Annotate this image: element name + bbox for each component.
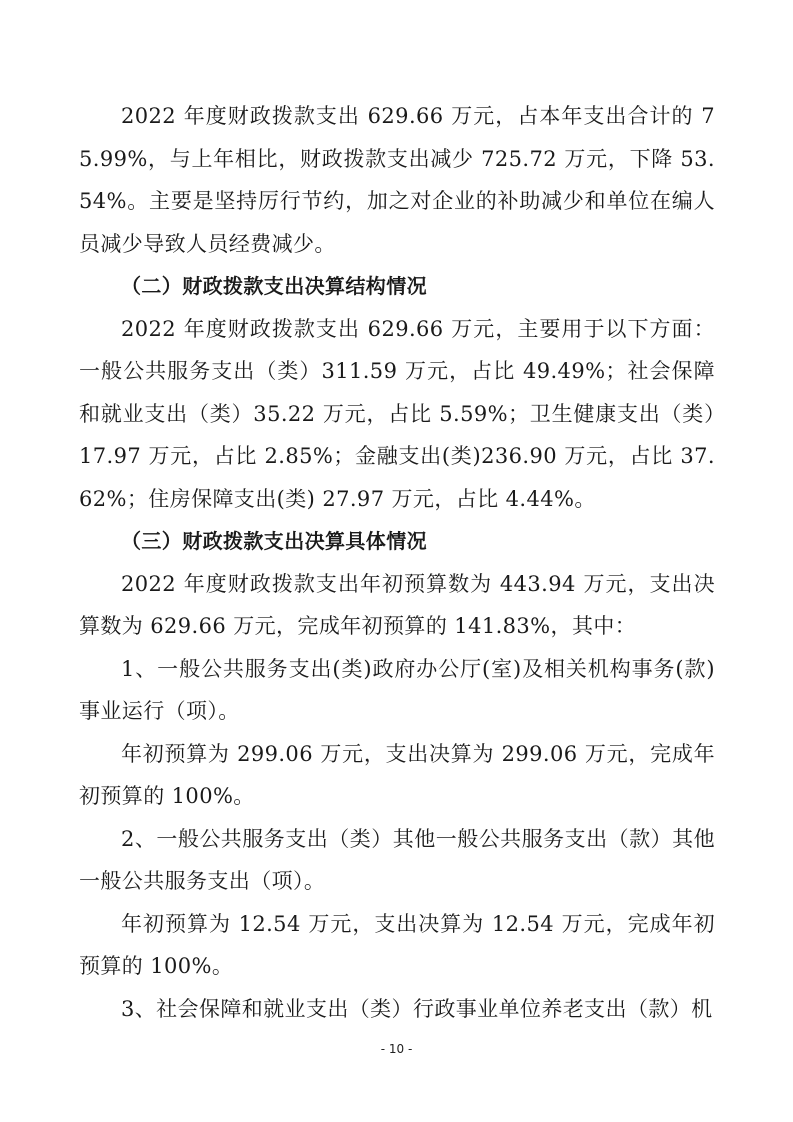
paragraph-item-1-detail: 年初预算为 299.06 万元，支出决算为 299.06 万元，完成年初预算的 100%。 [79, 741, 715, 808]
page-number: - 10 - [380, 1042, 413, 1056]
section-heading-details: （三）财政拨款支出决算具体情况 [121, 529, 427, 553]
paragraph-expenditure-structure: 2022 年度财政拨款支出 629.66 万元，主要用于以下方面：一般公共服务支出（类）311.59 万元，占比 49.49%；社会保障和就业支出（类）35.22 万元，占比 5.59%；卫生健康支出（类）17.97 万元，占比 2.85%；金融支出(类)236.90 万元，占比 37.62%；住房保障支出(类) 27.97 万元，占比 4.44%。 [79, 316, 715, 511]
paragraph-item-2-title: 2、一般公共服务支出（类）其他一般公共服务支出（款）其他一般公共服务支出（项）。 [79, 826, 715, 893]
paragraph-item-2-detail: 年初预算为 12.54 万元，支出决算为 12.54 万元，完成年初预算的 100%。 [79, 911, 715, 978]
paragraph-budget-overview: 2022 年度财政拨款支出年初预算数为 443.94 万元，支出决算数为 629.66 万元，完成年初预算的 141.83%，其中： [79, 571, 715, 638]
paragraph-expenditure-summary: 2022 年度财政拨款支出 629.66 万元，占本年支出合计的 75.99%，与上年相比，财政拨款支出减少 725.72 万元，下降 53.54%。主要是坚持厉行节约，加之对企业的补助减少和单位在编人员减少导致人员经费减少。 [79, 104, 715, 256]
paragraph-item-3-title: 3、社会保障和就业支出（类）行政事业单位养老支出（款）机 [121, 996, 713, 1021]
paragraph-item-1-title: 1、一般公共服务支出(类)政府办公厅(室)及相关机构事务(款)事业运行（项）。 [79, 656, 715, 723]
document-body [79, 95, 715, 1030]
section-heading-structure: （二）财政拨款支出决算结构情况 [121, 274, 427, 298]
